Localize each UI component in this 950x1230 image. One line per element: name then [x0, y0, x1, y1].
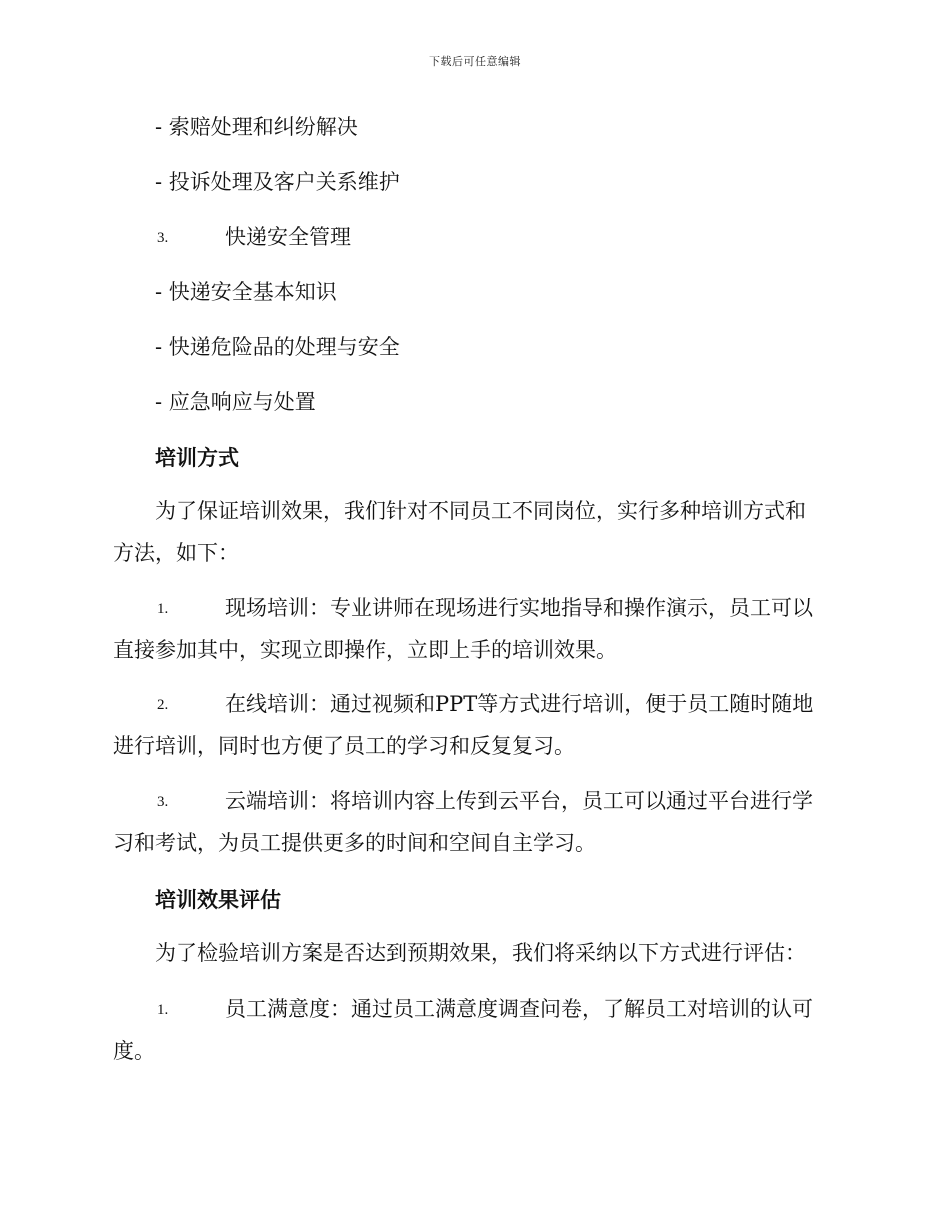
paragraph-line: 为了保证培训效果，我们针对不同员工不同岗位，实行多种培训方式和	[155, 499, 806, 523]
bullet-safety-basics: - 快递安全基本知识	[155, 280, 337, 304]
section-heading-training-methods: 培训方式	[155, 445, 239, 470]
list-item-text-cont: 进行培训，同时也方便了员工的学习和反复复习。	[113, 734, 575, 758]
paragraph-line: 方法，如下：	[113, 541, 239, 565]
bullet-claims: - 索赔处理和纠纷解决	[155, 115, 358, 139]
list-item-text: 员工满意度：通过员工满意度调查问卷，了解员工对培训的认可	[225, 997, 813, 1021]
bullet-complaints: - 投诉处理及客户关系维护	[155, 170, 400, 194]
list-item-text: 现场培训：专业讲师在现场进行实地指导和操作演示，员工可以	[225, 596, 813, 620]
paragraph-line: 为了检验培训方案是否达到预期效果，我们将采纳以下方式进行评估：	[155, 941, 806, 965]
bullet-emergency: - 应急响应与处置	[155, 390, 316, 414]
bullet-dangerous-goods: - 快递危险品的处理与安全	[155, 335, 400, 359]
list-number: 3.	[157, 794, 169, 810]
page-header: 下载后可任意编辑	[429, 55, 521, 68]
list-item-text-cont: 直接参加其中，实现立即操作，立即上手的培训效果。	[113, 638, 617, 662]
section-heading-evaluation: 培训效果评估	[155, 887, 281, 912]
list-item-title: 快递安全管理	[225, 225, 351, 249]
list-number: 1.	[157, 1002, 169, 1018]
list-item-text-cont: 习和考试，为员工提供更多的时间和空间自主学习。	[113, 831, 596, 855]
list-number: 1.	[157, 601, 169, 617]
list-number: 2.	[157, 697, 169, 713]
list-number: 3.	[157, 230, 169, 246]
list-item-text: 在线培训：通过视频和PPT等方式进行培训，便于员工随时随地	[225, 692, 814, 716]
list-item-text: 云端培训：将培训内容上传到云平台，员工可以通过平台进行学	[225, 789, 813, 813]
list-item-text-cont: 度。	[113, 1039, 155, 1063]
